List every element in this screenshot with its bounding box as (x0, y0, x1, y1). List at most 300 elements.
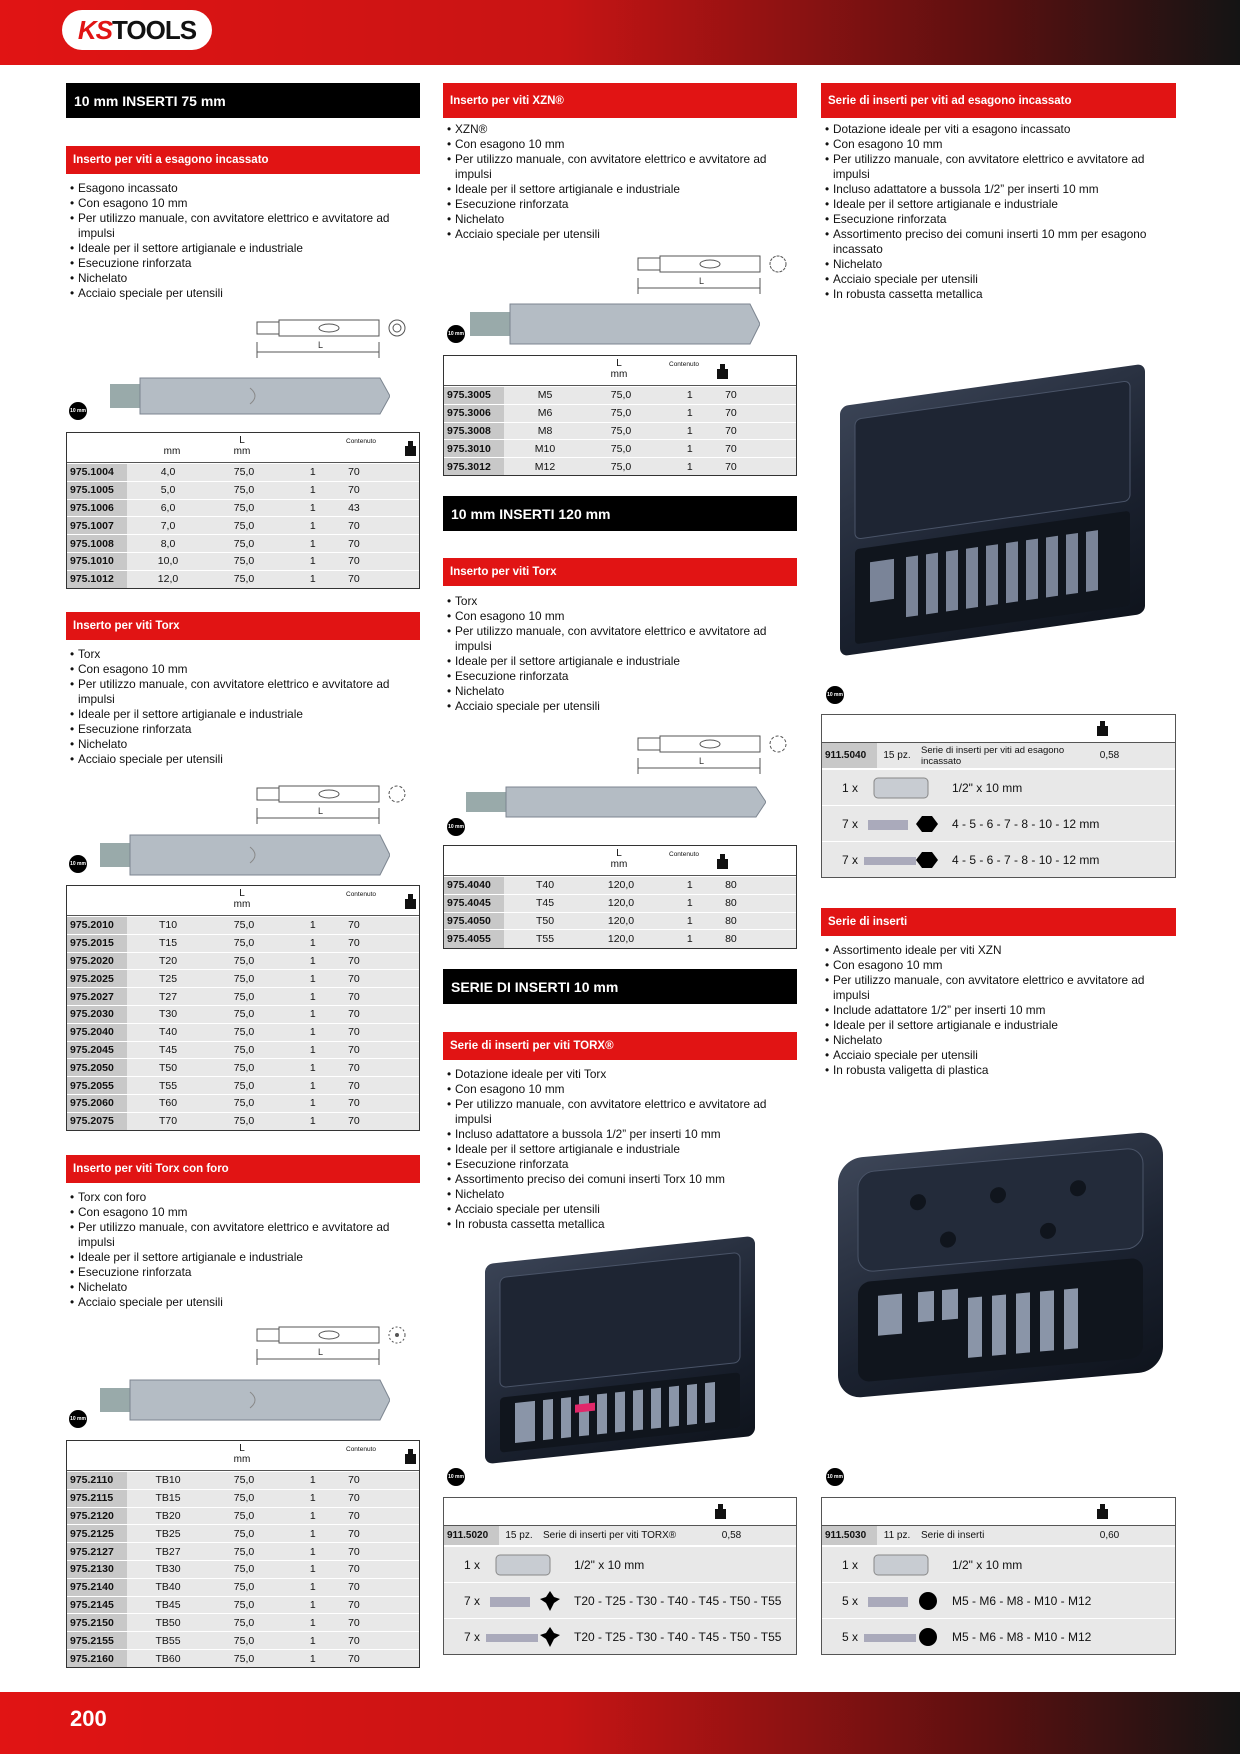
table-row (444, 894, 796, 912)
bit-drawing (636, 254, 796, 303)
table-row (67, 499, 419, 517)
table-cell: 75,0 (209, 1560, 280, 1578)
subsection-title: Inserto per viti a esagono incassato (66, 146, 420, 174)
feature-list (825, 943, 1175, 1078)
article-code: 975.2140 (67, 1578, 127, 1596)
table-cell: 70 (346, 1005, 419, 1023)
table-cell: T45 (127, 1041, 208, 1059)
table-cell: 1 (279, 1005, 346, 1023)
table-cell: 75,0 (209, 1649, 280, 1667)
table-cell: 1 (279, 970, 346, 988)
10mm-badge: 10 mm (69, 855, 87, 873)
table-cell: T60 (127, 1094, 208, 1112)
article-code: 975.3006 (444, 404, 504, 422)
article-code: 975.4050 (444, 912, 504, 930)
product-table: L mm Contenuto 975.4040 T40 120,0 1 80 975.4045 T45 120,0 1 80 975.4050 T50 120,0 1 80 975.4055 T55 120,0 1 80 (443, 845, 797, 949)
table-cell: TB60 (127, 1649, 208, 1667)
bit-photo (110, 376, 390, 421)
table-cell: 70 (346, 952, 419, 970)
svg-text:L: L (318, 340, 324, 350)
bit-drawing (636, 734, 796, 783)
article-code: 975.2030 (67, 1005, 127, 1023)
bullet-item: • Nichelato (70, 737, 418, 752)
subsection-title: Serie di inserti per viti TORX® (443, 1032, 797, 1060)
bullet-item: • Assortimento preciso dei comuni inserti Torx 10 mm (447, 1172, 795, 1187)
table-cell: 1 (279, 1596, 346, 1614)
table-cell: 1 (656, 912, 723, 930)
table-cell: 1 (279, 1023, 346, 1041)
article-code: 975.2115 (67, 1489, 127, 1507)
table-cell: 1 (279, 1059, 346, 1077)
table-cell: T27 (127, 988, 208, 1006)
table-cell: 80 (723, 877, 796, 895)
article-code: 975.1006 (67, 499, 127, 517)
product-table: L mm Contenuto 975.2110 TB10 75,0 1 70 975.2115 TB15 75,0 1 70 975.2120 TB20 75,0 1 70 975.2125 TB25 75,0 1 70 975.2127 TB27 75,0 1 70 975.2130 TB30 75,0 1 70 975.2140 TB40 75,0 1 70 975.2145 TB45 75,0 1 70 975.2150 TB50 75,0 1 70 975.2155 TB55 75,0 1 70 975.2160 TB60 75,0 1 70 (66, 1440, 420, 1668)
table-cell: 75,0 (209, 1023, 280, 1041)
table-cell: 1 (279, 1578, 346, 1596)
subsection-title: Inserto per viti Torx (443, 558, 797, 586)
page-number: 200 (70, 1706, 107, 1731)
table-cell: 70 (723, 404, 796, 422)
kit-component: 1 x 1/2" x 10 mm (444, 1546, 796, 1582)
svg-text:L: L (318, 806, 324, 816)
bullet-item: • Acciaio speciale per utensili (447, 699, 795, 714)
table-row (67, 1614, 419, 1632)
table-cell: M10 (504, 440, 585, 458)
table-row (67, 1596, 419, 1614)
article-code: 975.1007 (67, 517, 127, 535)
table-cell: M12 (504, 458, 585, 476)
feature-list (447, 1067, 795, 1232)
10mm-badge: 10 mm (447, 325, 465, 343)
article-code: 975.3008 (444, 422, 504, 440)
svg-text:L: L (699, 756, 705, 766)
subsection-title: Serie di inserti (821, 908, 1176, 936)
article-code: 975.2075 (67, 1112, 127, 1130)
section-title: 10 mm INSERTI 120 mm (443, 496, 797, 531)
table-cell: 75,0 (209, 535, 280, 553)
table-cell: T50 (504, 912, 585, 930)
table-row (444, 458, 796, 476)
article-code: 975.4045 (444, 894, 504, 912)
bullet-item: • Dotazione ideale per viti a esagono incassato (825, 122, 1175, 137)
bullet-item: • Ideale per il settore artigianale e industriale (825, 1018, 1175, 1033)
article-code: 975.2145 (67, 1596, 127, 1614)
article-code: 975.2155 (67, 1632, 127, 1650)
table-cell: 1 (279, 1077, 346, 1095)
bullet-item: • Incluso adattatore a bussola 1/2” per inserti 10 mm (447, 1127, 795, 1142)
article-code: 975.2110 (67, 1472, 127, 1490)
article-code: 975.2127 (67, 1543, 127, 1561)
bullet-item: • Nichelato (447, 1187, 795, 1202)
bullet-item: • Esecuzione rinforzata (70, 722, 418, 737)
bullet-item: • Nichelato (447, 684, 795, 699)
table-cell: 10,0 (127, 552, 208, 570)
table-row (444, 912, 796, 930)
bullet-item: • Esecuzione rinforzata (70, 256, 418, 271)
table-cell: 75,0 (209, 481, 280, 499)
table-row (67, 1472, 419, 1490)
table-row (67, 917, 419, 935)
table-cell: TB55 (127, 1632, 208, 1650)
table-cell: TB15 (127, 1489, 208, 1507)
article-code: 975.3012 (444, 458, 504, 476)
article-code: 975.2040 (67, 1023, 127, 1041)
section-title: 10 mm INSERTI 75 mm (66, 83, 420, 118)
table-cell: 70 (346, 1560, 419, 1578)
table-cell: 75,0 (209, 917, 280, 935)
table-cell: 75,0 (209, 970, 280, 988)
bullet-item: • Include adattatore 1/2” per inserti 10 mm (825, 1003, 1175, 1018)
table-cell: TB20 (127, 1507, 208, 1525)
table-cell: 1 (279, 1614, 346, 1632)
table-row (444, 440, 796, 458)
table-row (67, 517, 419, 535)
svg-text:L: L (699, 276, 705, 286)
bullet-item: • Esecuzione rinforzata (70, 1265, 418, 1280)
table-cell: 1 (279, 1489, 346, 1507)
bullet-item: • Ideale per il settore artigianale e industriale (825, 197, 1175, 212)
table-cell: 1 (279, 481, 346, 499)
plastic-case-photo (838, 1131, 1163, 1399)
table-cell: T50 (127, 1059, 208, 1077)
ks-tools-logo: KS TOOLS (62, 10, 212, 50)
table-row (444, 930, 796, 948)
bullet-item: • Ideale per il settore artigianale e industriale (447, 182, 795, 197)
table-cell: TB45 (127, 1596, 208, 1614)
table-cell: 1 (279, 1543, 346, 1561)
bullet-item: • Per utilizzo manuale, con avvitatore elettrico e avvitatore ad impulsi (70, 211, 418, 241)
article-code: 975.2055 (67, 1077, 127, 1095)
table-cell: TB40 (127, 1578, 208, 1596)
kit-component: 5 x M5 - M6 - M8 - M10 - M12 (822, 1582, 1175, 1618)
weight-icon (1096, 721, 1109, 737)
bullet-item: • In robusta cassetta metallica (447, 1217, 795, 1232)
table-cell: 1 (279, 570, 346, 588)
table-cell: TB50 (127, 1614, 208, 1632)
table-cell: 4,0 (127, 464, 208, 482)
article-code: 975.2020 (67, 952, 127, 970)
bit-drawing (255, 1325, 415, 1374)
table-row (67, 934, 419, 952)
article-code: 975.4040 (444, 877, 504, 895)
bullet-item: • Con esagono 10 mm (70, 196, 418, 211)
table-cell: 70 (346, 1041, 419, 1059)
bottom-banner (0, 1692, 1240, 1754)
bullet-item: • Acciaio speciale per utensili (825, 272, 1175, 287)
article-code: 975.1010 (67, 552, 127, 570)
table-cell: 1 (279, 499, 346, 517)
bullet-item: • Con esagono 10 mm (447, 609, 795, 624)
table-row (67, 1525, 419, 1543)
table-cell: 70 (346, 1596, 419, 1614)
feature-list (447, 122, 795, 242)
table-cell: 1 (656, 440, 723, 458)
table-cell: T45 (504, 894, 585, 912)
table-cell: T55 (127, 1077, 208, 1095)
feature-list (70, 647, 418, 767)
article-code: 975.1005 (67, 481, 127, 499)
table-cell: 75,0 (209, 1077, 280, 1095)
table-cell: 70 (346, 970, 419, 988)
bullet-item: • Nichelato (447, 212, 795, 227)
table-cell: 1 (279, 1472, 346, 1490)
table-row (444, 877, 796, 895)
bit-drawing (255, 784, 415, 833)
weight-icon (404, 894, 417, 910)
kit-component: 7 x 4 - 5 - 6 - 7 - 8 - 10 - 12 mm (822, 805, 1175, 841)
table-cell: 75,0 (209, 1112, 280, 1130)
bullet-item: • Torx con foro (70, 1190, 418, 1205)
bullet-item: • Con esagono 10 mm (70, 1205, 418, 1220)
table-cell: 75,0 (209, 1525, 280, 1543)
bullet-item: • Ideale per il settore artigianale e industriale (447, 654, 795, 669)
table-cell: 75,0 (586, 387, 657, 405)
bullet-item: • Acciaio speciale per utensili (447, 1202, 795, 1217)
bullet-item: • Per utilizzo manuale, con avvitatore elettrico e avvitatore ad impulsi (447, 624, 795, 654)
table-cell: 70 (346, 1094, 419, 1112)
kit-component: 7 x 4 - 5 - 6 - 7 - 8 - 10 - 12 mm (822, 841, 1175, 877)
10mm-badge: 10 mm (447, 818, 465, 836)
table-cell: 1 (656, 422, 723, 440)
table-cell: 70 (346, 481, 419, 499)
bullet-item: • Per utilizzo manuale, con avvitatore elettrico e avvitatore ad impulsi (447, 152, 795, 182)
subsection-title: Inserto per viti Torx (66, 612, 420, 640)
article-code: 975.2160 (67, 1649, 127, 1667)
table-cell: 1 (279, 1112, 346, 1130)
kit-table: 911.5030 11 pz. Serie di inserti 0,60 1 x 1/2" x 10 mm 5 x M5 - M6 - M8 - M10 - M12 5 x M5 - M6 - M8 - M10 - M12 (821, 1497, 1176, 1655)
table-row (67, 1543, 419, 1561)
table-cell: 70 (346, 1059, 419, 1077)
bullet-item: • Esecuzione rinforzata (447, 669, 795, 684)
subsection-title: Inserto per viti Torx con foro (66, 1155, 420, 1183)
table-cell: T55 (504, 930, 585, 948)
feature-list (70, 181, 418, 301)
table-cell: TB27 (127, 1543, 208, 1561)
article-code: 975.2125 (67, 1525, 127, 1543)
bullet-item: • Per utilizzo manuale, con avvitatore elettrico e avvitatore ad impulsi (825, 973, 1175, 1003)
table-cell: 70 (346, 1543, 419, 1561)
table-cell: 12,0 (127, 570, 208, 588)
feature-list (825, 122, 1175, 302)
table-cell: 70 (346, 1112, 419, 1130)
table-cell: 75,0 (209, 1596, 280, 1614)
table-cell: 75,0 (209, 1507, 280, 1525)
bullet-item: • Assortimento ideale per viti XZN (825, 943, 1175, 958)
table-cell: 75,0 (209, 1489, 280, 1507)
bullet-item: • Acciaio speciale per utensili (70, 752, 418, 767)
table-row (67, 1560, 419, 1578)
kit-component: 7 x T20 - T25 - T30 - T40 - T45 - T50 - T55 (444, 1582, 796, 1618)
article-code: 975.2015 (67, 934, 127, 952)
weight-icon (714, 1504, 727, 1520)
table-cell: 1 (279, 988, 346, 1006)
bullet-item: • Con esagono 10 mm (825, 137, 1175, 152)
article-code: 975.2130 (67, 1560, 127, 1578)
table-cell: 75,0 (209, 1005, 280, 1023)
bullet-item: • In robusta valigetta di plastica (825, 1063, 1175, 1078)
bullet-item: • Con esagono 10 mm (447, 137, 795, 152)
table-row (67, 1077, 419, 1095)
bullet-item: • Acciaio speciale per utensili (447, 227, 795, 242)
product-table: L mm Contenuto 975.2010 T10 75,0 1 70 975.2015 T15 75,0 1 70 975.2020 T20 75,0 1 70 975.2025 T25 75,0 1 70 975.2027 T27 75,0 1 70 975.2030 T30 75,0 1 70 975.2040 T40 75,0 1 70 975.2045 T45 75,0 1 70 975.2050 T50 75,0 1 70 975.2055 T55 75,0 1 70 975.2060 T60 75,0 1 70 975.2075 T70 75,0 1 70 (66, 885, 420, 1131)
table-cell: 75,0 (586, 440, 657, 458)
weight-icon (716, 364, 729, 380)
table-cell: 1 (279, 1560, 346, 1578)
kit-table: 911.5040 15 pz. Serie di inserti per viti ad esagono incassato 0,58 1 x 1/2" x 10 mm 7 x 4 - 5 - 6 - 7 - 8 - 10 - 12 mm 7 x 4 - 5 - 6 - 7 - 8 - 10 - 12 mm (821, 714, 1176, 878)
table-cell: 1 (279, 1507, 346, 1525)
10mm-badge: 10 mm (447, 1468, 465, 1486)
bullet-item: • Torx (447, 594, 795, 609)
metal-case-photo (840, 364, 1145, 657)
table-cell: 75,0 (209, 517, 280, 535)
bit-photo (100, 1378, 390, 1427)
article-code: 975.2025 (67, 970, 127, 988)
weight-icon (1096, 1504, 1109, 1520)
article-code: 975.2150 (67, 1614, 127, 1632)
table-cell: 1 (279, 1525, 346, 1543)
table-cell: 1 (279, 917, 346, 935)
table-cell: 70 (346, 1077, 419, 1095)
table-cell: 1 (656, 877, 723, 895)
table-cell: TB25 (127, 1525, 208, 1543)
table-cell: 120,0 (586, 912, 657, 930)
table-cell: 7,0 (127, 517, 208, 535)
feature-list (447, 594, 795, 714)
bullet-item: • Per utilizzo manuale, con avvitatore elettrico e avvitatore ad impulsi (825, 152, 1175, 182)
table-cell: 70 (346, 535, 419, 553)
article-code: 975.2060 (67, 1094, 127, 1112)
table-cell: 70 (723, 422, 796, 440)
table-cell: 1 (656, 387, 723, 405)
bullet-item: • Ideale per il settore artigianale e industriale (70, 241, 418, 256)
table-cell: 1 (279, 934, 346, 952)
table-cell: 75,0 (209, 1578, 280, 1596)
table-cell: 75,0 (209, 499, 280, 517)
weight-icon (716, 854, 729, 870)
table-cell: 75,0 (209, 464, 280, 482)
table-cell: 1 (279, 552, 346, 570)
table-row (67, 1507, 419, 1525)
table-cell: 1 (656, 930, 723, 948)
table-cell: 70 (346, 570, 419, 588)
bullet-item: • Acciaio speciale per utensili (70, 1295, 418, 1310)
table-cell: 75,0 (209, 934, 280, 952)
table-cell: 75,0 (209, 1059, 280, 1077)
article-code: 975.1008 (67, 535, 127, 553)
feature-list (70, 1190, 418, 1310)
table-row (67, 1005, 419, 1023)
table-row (67, 570, 419, 588)
table-cell: 75,0 (209, 1094, 280, 1112)
table-cell: 1 (279, 1094, 346, 1112)
table-cell: 70 (346, 1614, 419, 1632)
bullet-item: • Ideale per il settore artigianale e industriale (70, 707, 418, 722)
table-cell: 70 (723, 387, 796, 405)
table-cell: 80 (723, 912, 796, 930)
weight-icon (404, 441, 417, 457)
table-cell: 120,0 (586, 877, 657, 895)
table-row (67, 988, 419, 1006)
article-code: 975.2010 (67, 917, 127, 935)
subsection-title: Serie di inserti per viti ad esagono incassato (821, 83, 1176, 118)
table-row (67, 1489, 419, 1507)
table-cell: M6 (504, 404, 585, 422)
article-code: 975.2045 (67, 1041, 127, 1059)
table-cell: 70 (346, 517, 419, 535)
table-cell: 75,0 (209, 1041, 280, 1059)
table-cell: 70 (346, 1472, 419, 1490)
table-cell: 70 (346, 1632, 419, 1650)
10mm-badge: 10 mm (69, 402, 87, 420)
table-cell: 1 (279, 1632, 346, 1650)
table-cell: 1 (656, 404, 723, 422)
table-cell: 75,0 (209, 1472, 280, 1490)
table-cell: 70 (346, 464, 419, 482)
table-row (67, 1023, 419, 1041)
metal-case-photo (485, 1236, 755, 1464)
table-cell: 1 (279, 1649, 346, 1667)
bullet-item: • Nichelato (70, 271, 418, 286)
table-cell: T15 (127, 934, 208, 952)
table-cell: 1 (279, 464, 346, 482)
table-cell: 8,0 (127, 535, 208, 553)
bullet-item: • Con esagono 10 mm (825, 958, 1175, 973)
table-cell: TB30 (127, 1560, 208, 1578)
table-cell: 70 (346, 917, 419, 935)
subsection-title: Inserto per viti XZN® (443, 83, 797, 118)
table-cell: 70 (723, 440, 796, 458)
table-row (67, 535, 419, 553)
bullet-item: • Esagono incassato (70, 181, 418, 196)
table-row (67, 1094, 419, 1112)
bit-photo (466, 786, 766, 823)
bullet-item: • Per utilizzo manuale, con avvitatore elettrico e avvitatore ad impulsi (70, 677, 418, 707)
10mm-badge: 10 mm (826, 686, 844, 704)
bit-photo (100, 833, 390, 882)
article-code: 975.3005 (444, 387, 504, 405)
bullet-item: • Ideale per il settore artigianale e industriale (70, 1250, 418, 1265)
table-cell: 75,0 (586, 458, 657, 476)
table-cell: 1 (279, 535, 346, 553)
table-cell: T25 (127, 970, 208, 988)
table-cell: 75,0 (209, 570, 280, 588)
article-code: 975.1012 (67, 570, 127, 588)
kit-table: 911.5020 15 pz. Serie di inserti per viti TORX® 0,58 1 x 1/2" x 10 mm 7 x T20 - T25 - T30 - T40 - T45 - T50 - T55 7 x T20 - T25 - T30 - T40 - T45 - T50 - T55 (443, 1497, 797, 1655)
bullet-item: • Nichelato (70, 1280, 418, 1295)
table-cell: 75,0 (586, 404, 657, 422)
table-cell: 70 (346, 1578, 419, 1596)
table-row (67, 1632, 419, 1650)
bullet-item: • Ideale per il settore artigianale e industriale (447, 1142, 795, 1157)
table-cell: 1 (279, 1041, 346, 1059)
table-cell: T30 (127, 1005, 208, 1023)
table-cell: 1 (656, 894, 723, 912)
kit-component: 7 x T20 - T25 - T30 - T40 - T45 - T50 - T55 (444, 1618, 796, 1654)
table-row (67, 1649, 419, 1667)
table-cell: 80 (723, 894, 796, 912)
table-row (67, 1059, 419, 1077)
table-cell: 70 (346, 552, 419, 570)
weight-icon (404, 1449, 417, 1465)
bullet-item: • Incluso adattatore a bussola 1/2” per inserti 10 mm (825, 182, 1175, 197)
table-cell: 120,0 (586, 930, 657, 948)
table-cell: 6,0 (127, 499, 208, 517)
table-cell: 70 (346, 1525, 419, 1543)
table-cell: 75,0 (209, 988, 280, 1006)
table-cell: 70 (346, 1507, 419, 1525)
bullet-item: • Con esagono 10 mm (70, 662, 418, 677)
